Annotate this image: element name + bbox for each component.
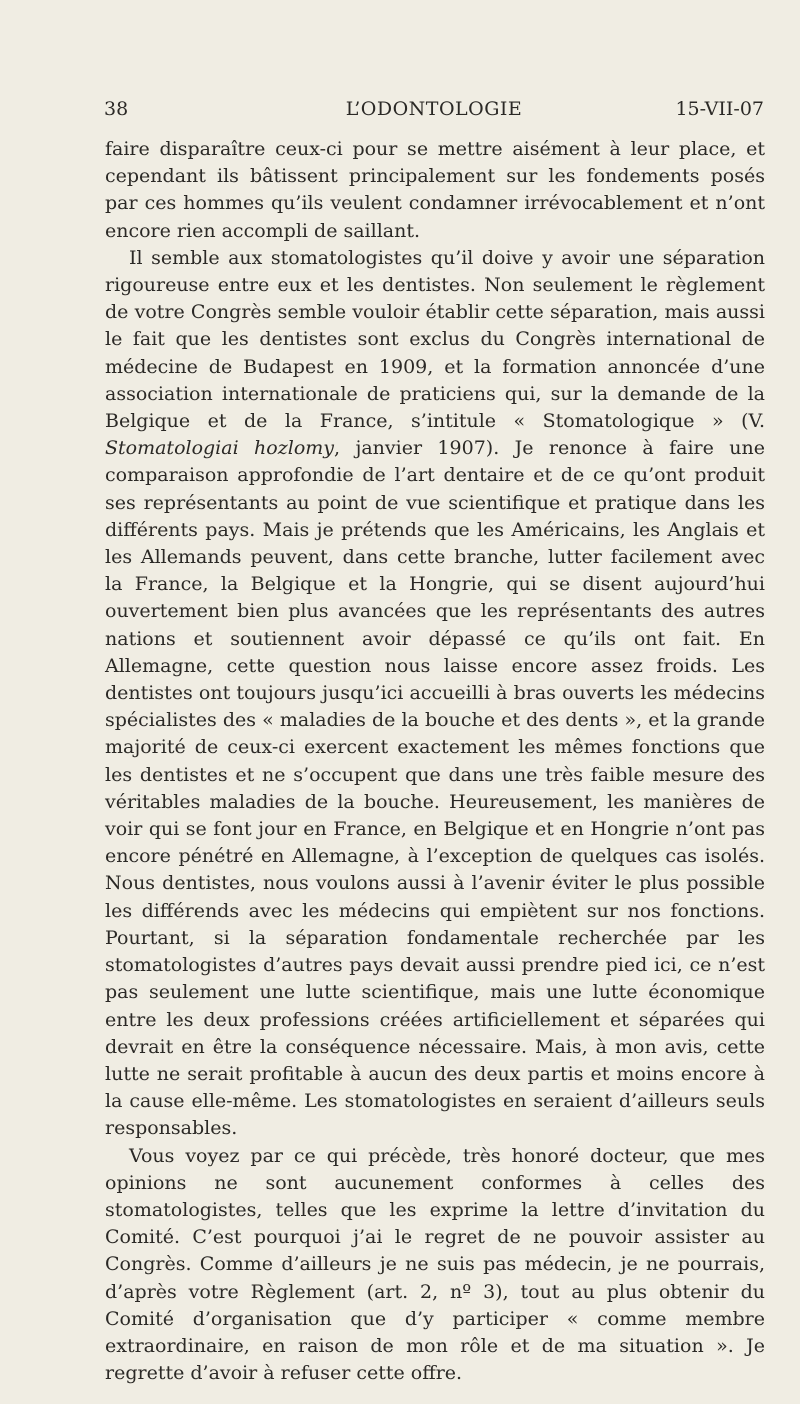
paragraph-conclusion: Vous voyez par ce qui précède, très honoré docteur, que mes opinions ne sont aucunement conformes à celles des stomatologistes, telles que les exprime la lettre d’invitation du Comité. C’est pourquoi j’ai le regret de ne pouvoir assister au Congrès. Comme d’ailleurs je ne suis pas médecin, je ne pourrais, d’après votre Règlement (art. 2, nº 3), tout au plus obtenir du Comité d’organisation que d’y participer « comme membre extraordinaire, en raison de mon rôle et de ma situation ». Je regrette d’avoir à refuser cette offre. (105, 1144, 765, 1385)
paragraph-text-before: Il semble aux stomatologistes qu’il doive y avoir une séparation rigoureuse entre eux et les dentistes. Non seulement le règlement de votre Congrès semble vouloir établir cette séparation, mais aussi le fait que les dentistes sont exclus du Congrès international de médecine de Budapest en 1909, et la formation annoncée d’une association internationale de praticiens qui, sur la demande de la Belgique et de la France, s’intitule « Stomatologique » (V. (105, 246, 765, 433)
periodical-title: Stomatologiai hozlomy (105, 437, 335, 460)
paragraph-separation (105, 245, 765, 1143)
body-text (105, 136, 765, 1387)
page-number: 38 (104, 98, 129, 120)
paragraph-continuation: faire disparaître ceux-ci pour se mettre aisément à leur place, et cependant ils bâtissent principalement sur les fondements posés par ces hommes qu’ils veulent condamner irrévocablement et n’ont encore rien accompli de saillant. (105, 138, 765, 242)
running-head (104, 98, 764, 128)
paragraph-text-after: , janvier 1907). Je renonce à faire une comparaison approfondie de l’art dentaire et de ce qu’ont produit ses représentants au point de vue scientifique et pratique dans les différents pays. Mais je prétends que les Américains, les Anglais et les Allemands peuvent, dans cette branche, lutter facilement avec la France, la Belgique et la Hongrie, qui se disent aujourd’hui ouvertement bien plus avancées que les représentants des autres nations et soutiennent avoir dépassé ce qu’ils ont fait. En Allemagne, cette question nous laisse encore assez froids. Les dentistes ont toujours jusqu’ici accueilli à bras ouverts les médecins spécialistes des « maladies de la bouche et des dents », et la grande majorité de ceux-ci exercent exactement les mêmes fonctions que les dentistes et ne s’occupent que dans une très faible mesure des véritables maladies de la bouche. Heureusement, les manières de voir qui se font jour en France, en Belgique et en Hongrie n’ont pas encore pénétré en Allemagne, à l’exception de quelques cas isolés. Nous dentistes, nous voulons aussi à l’avenir éviter le plus possible les différends avec les médecins qui empiètent sur nos fonctions. Pourtant, si la séparation fondamentale recherchée par les stomatologistes d’autres pays devait aussi prendre pied ici, ce n’est pas seulement une lutte scientifique, mais une lutte économique entre les deux professions créées artificiellement et séparées qui devrait en être la conséquence nécessaire. Mais, à mon avis, cette lutte ne serait profitable à aucun des deux partis et moins encore à la cause elle-même. Les stomatologistes en seraient d’ailleurs seuls responsables. (105, 437, 765, 1140)
issue-date: 15-VII-07 (675, 98, 764, 120)
journal-title: L’ODONTOLOGIE (345, 98, 523, 120)
